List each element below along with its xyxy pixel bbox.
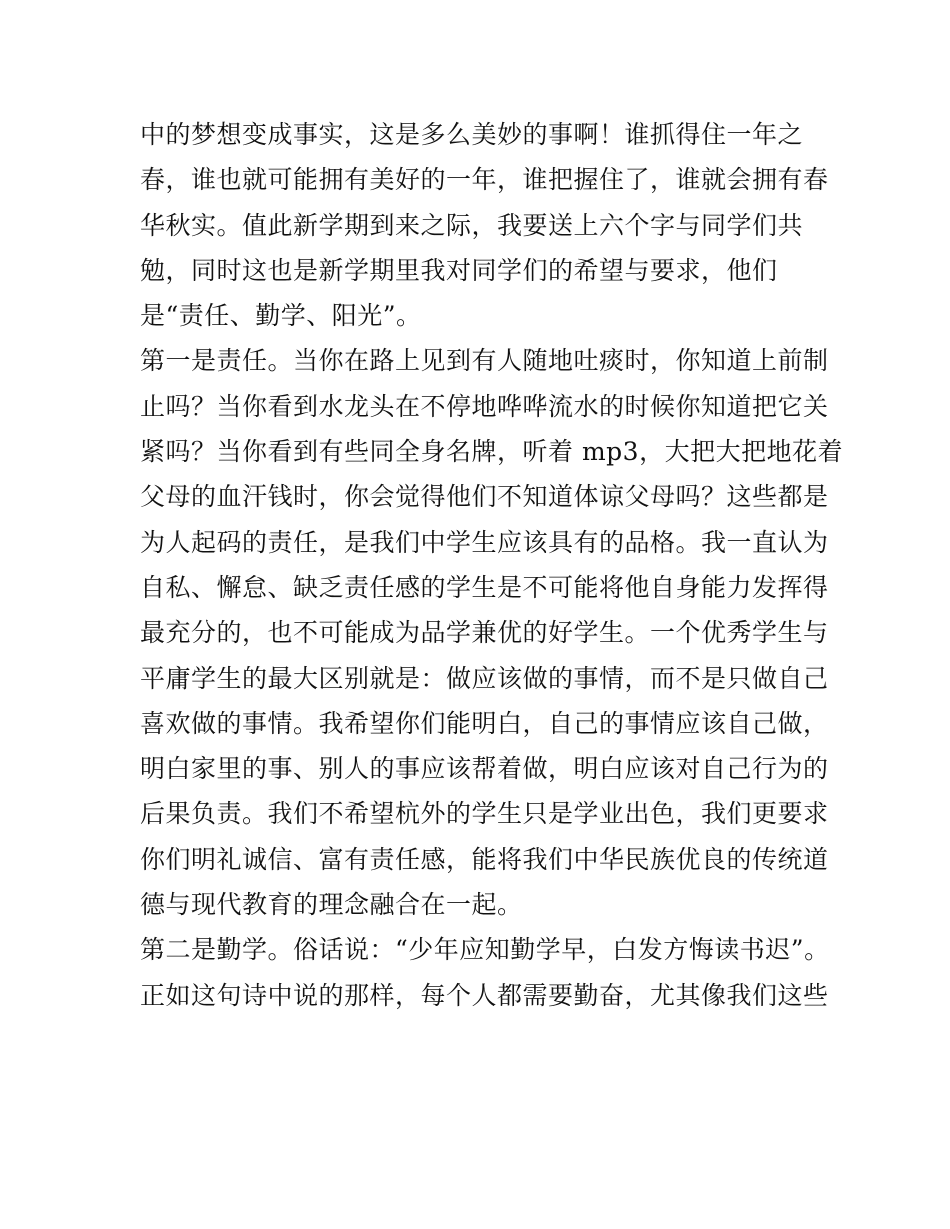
text-line: 春，谁也就可能拥有美好的一年，谁把握住了，谁就会拥有春 — [140, 165, 829, 195]
text-line: 勉，同时这也是新学期里我对同学们的希望与要求，他们 — [140, 255, 778, 285]
text-line: 自私、懈怠、缺乏责任感的学生是不可能将他自身能力发挥得 — [140, 572, 829, 602]
text-line: 后果负责。我们不希望杭外的学生只是学业出色，我们更要求 — [140, 799, 829, 829]
document-body — [140, 112, 844, 1018]
text-line: 你们明礼诚信、富有责任感，能将我们中华民族优良的传统道 — [140, 844, 829, 874]
text-line: 德与现代教育的理念融合在一起。 — [140, 890, 523, 920]
text-line: 明白家里的事、别人的事应该帮着做，明白应该对自己行为的 — [140, 754, 829, 784]
text-line: 是“责任、勤学、阳光”。 — [140, 301, 422, 331]
text-line: 第二是勤学。俗话说：“少年应知勤学早，白发方悔读书迟”。 — [140, 935, 830, 965]
text-line: 第一是责任。当你在路上见到有人随地吐痰时，你知道上前制 — [140, 346, 829, 376]
text-line: 华秋实。值此新学期到来之际，我要送上六个字与同学们共 — [140, 210, 804, 240]
text-line: 止吗？当你看到水龙头在不停地哗哗流水的时候你知道把它关 — [140, 391, 829, 421]
text-line: 喜欢做的事情。我希望你们能明白，自己的事情应该自己做， — [140, 708, 829, 738]
text-line: 为人起码的责任，是我们中学生应该具有的品格。我一直认为 — [140, 527, 829, 557]
text-line: 父母的血汗钱时，你会觉得他们不知道体谅父母吗？这些都是 — [140, 482, 829, 512]
text-line: 最充分的，也不可能成为品学兼优的好学生。一个优秀学生与 — [140, 618, 829, 648]
text-line: 平庸学生的最大区别就是：做应该做的事情，而不是只做自己 — [140, 663, 829, 693]
text-line: 中的梦想变成事实，这是多么美妙的事啊！谁抓得住一年之 — [140, 120, 804, 149]
text-line: 正如这句诗中说的那样，每个人都需要勤奋，尤其像我们这些 — [140, 980, 829, 1010]
text-line: 紧吗？当你看到有些同全身名牌，听着 mp3，大把大把地花着 — [140, 437, 844, 467]
